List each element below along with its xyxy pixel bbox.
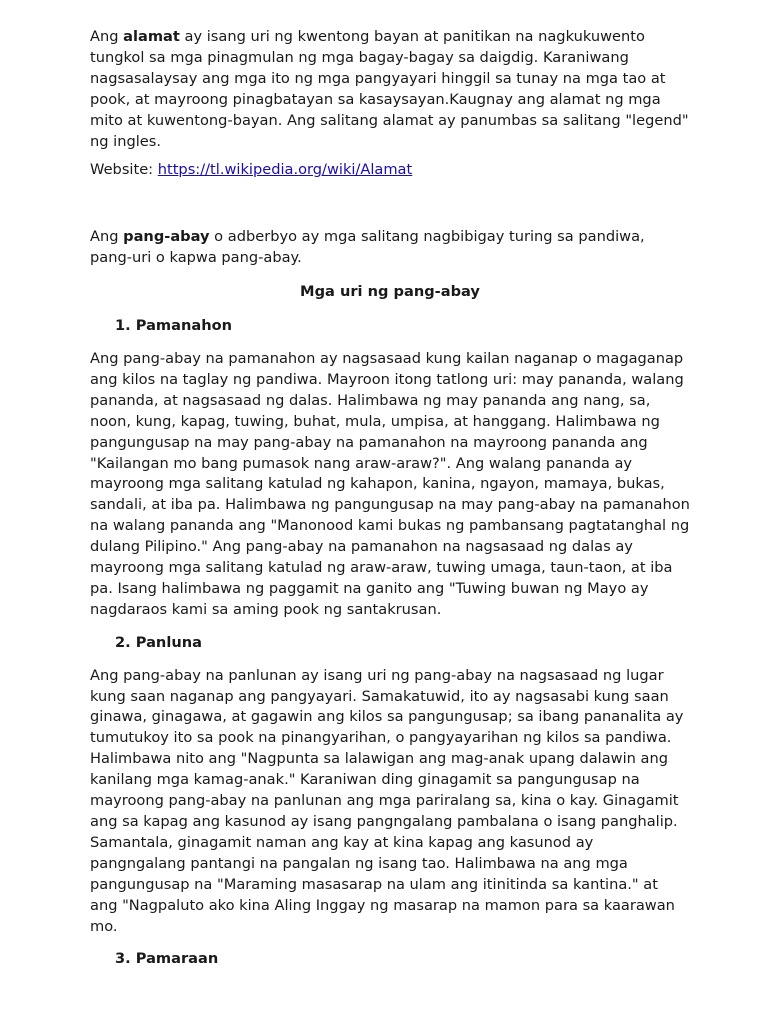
website-line [90, 160, 690, 181]
pang-abay-lead: Ang [90, 228, 124, 246]
pang-abay-term: pang-abay [123, 228, 210, 246]
pang-abay-text: o adberbyo ay mga salitang nagbibigay turing sa pandiwa, pang-uri o kapwa pang-abay. [90, 228, 645, 267]
website-link[interactable]: https://tl.wikipedia.org/wiki/Alamat [157, 161, 413, 179]
item-body-pamanahon: Ang pang-abay na pamanahon ay nagsasaad kung kailan naganap o magaganap ang kilos na taglay ng pandiwa. Mayroon itong tatlong uri: may pananda, walang pananda, at nagsasaad ng dalas. Halimbawa ng may pananda ang nang, sa, noon, kung, kapag, tuwing, buhat, mula, umpisa, at hanggang. Halimbawa ng pangungusap na may pang-abay na pamanahon na mayroong pananda ang "Kailangan mo bang pumasok nang araw-araw?". Ang walang pananda ay mayroong mga salitang katulad ng kahapon, kanina, ngayon, mamaya, bukas, sandali, at iba pa. Halimbawa ng pangungusap na may pang-abay na pamanahon na walang pananda ang "Manonood kami bukas ng pambansang pagtatanghal ng dulang Pilipino." Ang pang-abay na pamanahon na nagsasaad ng dalas ay mayroong mga salitang katulad ng araw-araw, tuwing umaga, taun-taon, at iba pa. Isang halimbawa ng paggamit na ganito ang "Tuwing buwan ng Mayo ay nagdaraos kami sa aming pook ng santakrusan. [90, 349, 690, 618]
alamat-text: ay isang uri ng kwentong bayan at panitikan na nagkukuwento tungkol sa mga pinagmulan ng mga bagay-bagay sa daigdig. Karaniwang nagsasalaysay ang mga ito ng mga pangyayari hinggil sa tunay na mga tao at pook, at mayroong pinagbatayan sa kasaysayan.Kaugnay ang alamat ng mga mito at kuwentong-bayan. Ang salitang alamat ay panumbas sa salitang "legend" ng ingles. [90, 28, 689, 150]
pang-abay-paragraph [90, 227, 690, 269]
alamat-term: alamat [123, 28, 180, 45]
alamat-lead: Ang [90, 28, 124, 45]
item-heading-pamaraan: 3. Pamaraan [115, 950, 219, 968]
document-page [90, 27, 690, 982]
alamat-paragraph [90, 27, 690, 152]
item-heading-pamanahon: 1. Pamanahon [115, 317, 233, 335]
spacer [90, 181, 690, 227]
website-label: Website: [90, 161, 158, 179]
item-body-panluna: Ang pang-abay na panlunan ay isang uri ng pang-abay na nagsasaad ng lugar kung saan naganap ang pangyayari. Samakatuwid, ito ay nagsasabi kung saan ginawa, ginagawa, at gagawin ang kilos sa pangungusap; sa ibang pananalita ay tumutukoy ito sa pook na pinangyarihan, o pangyayarihan ng kilos sa pandiwa. Halimbawa nito ang "Nagpunta sa lalawigan ang mag-anak upang dalawin ang kanilang mga kamag-anak." Karaniwan ding ginagamit sa pangungusap na mayroong pang-abay na panlunan ang mga pariralang sa, kina o kay. Ginagamit ang sa kapag ang kasunod ay isang pangngalang pambalana o isang panghalip. Samantala, ginagamit naman ang kay at kina kapag ang kasunod ay pangngalang pantangi na pangalan ng isang tao. Halimbawa na ang mga pangungusap na "Maraming masasarap na ulam ang itinitinda sa kantina." at ang "Nagpaluto ako kina Aling Inggay ng masarap na mamon para sa kaarawan mo. [90, 666, 684, 935]
item-heading-panluna: 2. Panluna [115, 633, 202, 651]
section-title: Mga uri ng pang-abay [300, 283, 480, 301]
